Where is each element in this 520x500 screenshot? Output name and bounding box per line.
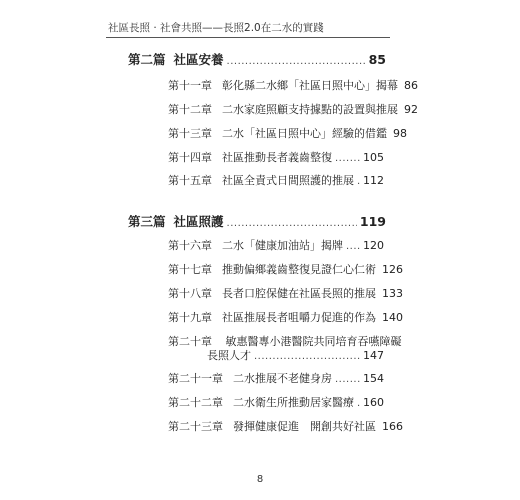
- dot-leader: [346, 241, 360, 252]
- chapter-title: 二水「社區日照中心」經驗的借鑑: [222, 127, 387, 140]
- chapter-line-2: [207, 347, 384, 363]
- dot-leader: [335, 374, 360, 385]
- toc-entry: [168, 77, 418, 93]
- chapter-page: 98: [393, 127, 407, 140]
- chapter-title: 二水推展不老健身房: [233, 372, 332, 385]
- dot-leader: [227, 218, 357, 229]
- part-page: 119: [359, 214, 386, 229]
- running-head: 社區長照 · 社會共照——長照2.0在二水的實踐: [108, 22, 324, 34]
- dot-leader: [335, 153, 360, 164]
- chapter-title: 二水家庭照顧支持據點的設置與推展: [222, 103, 398, 116]
- chapter-title: 長者口腔保健在社區長照的推展: [222, 287, 376, 300]
- chapter-title: 彰化縣二水鄉「社區日照中心」揭幕: [222, 79, 398, 92]
- part-page: 85: [368, 52, 386, 67]
- chapter-page: 140: [382, 311, 403, 324]
- chapter-number: 第十八章: [168, 287, 212, 300]
- chapter-number: 第十九章: [168, 311, 212, 324]
- part-number: 第三篇: [128, 214, 166, 229]
- chapter-title: 二水「健康加油站」揭牌: [222, 239, 343, 252]
- chapter-number: 第十三章: [168, 127, 212, 140]
- part-heading: [128, 50, 386, 68]
- chapter-title: 社區推展長者咀嚼力促進的作為: [222, 311, 376, 324]
- chapter-title: 社區全責式日間照護的推展: [222, 174, 354, 187]
- toc-entry: [168, 172, 384, 188]
- chapter-page: 160: [363, 396, 384, 409]
- chapter-number: 第二十一章: [168, 372, 223, 385]
- chapter-title-line-1: 敏惠醫專小港醫院共同培育吞嚥障礙: [225, 335, 402, 348]
- part-number: 第二篇: [128, 52, 166, 67]
- chapter-number: 第二十二章: [168, 396, 223, 409]
- chapter-page: 112: [363, 174, 384, 187]
- chapter-number: 第十一章: [168, 79, 212, 92]
- toc-entry: [168, 125, 407, 141]
- chapter-page: 133: [382, 287, 403, 300]
- chapter-number: 第二十章: [168, 335, 212, 348]
- toc-entry: [168, 261, 403, 277]
- chapter-title-line-2: 長照人才: [207, 349, 251, 362]
- toc-entry: [168, 394, 384, 410]
- chapter-number: 第十四章: [168, 151, 212, 164]
- part-heading: [128, 212, 386, 230]
- chapter-page: 154: [363, 372, 384, 385]
- toc-entry: [168, 149, 384, 165]
- dot-leader: [227, 56, 366, 67]
- part-title: 社區照護: [173, 214, 224, 229]
- chapter-number: 第二十三章: [168, 420, 223, 433]
- chapter-title: 社區推動長者義齒整復: [222, 151, 332, 164]
- part-title: 社區安養: [173, 52, 224, 67]
- chapter-title: 二水衛生所推動居家醫療: [233, 396, 354, 409]
- chapter-page: 105: [363, 151, 384, 164]
- dot-leader: [357, 398, 360, 409]
- chapter-number: 第十五章: [168, 174, 212, 187]
- chapter-title: 發揮健康促進 開創共好社區: [233, 420, 376, 433]
- chapter-page: 147: [363, 349, 384, 362]
- dot-leader: [254, 351, 360, 362]
- header-rule: [106, 37, 390, 38]
- chapter-number: 第十二章: [168, 103, 212, 116]
- chapter-number: 第十六章: [168, 239, 212, 252]
- toc-entry: [168, 237, 384, 253]
- toc-entry: [168, 285, 403, 301]
- chapter-title: 推動偏鄉義齒整復見證仁心仁術: [222, 263, 376, 276]
- chapter-page: 120: [363, 239, 384, 252]
- page-number: 8: [256, 474, 264, 485]
- toc-entry: [168, 370, 384, 386]
- chapter-page: 126: [382, 263, 403, 276]
- toc-entry: [168, 309, 403, 325]
- chapter-page: 166: [382, 420, 403, 433]
- chapter-page: 86: [404, 79, 418, 92]
- toc-entry: [168, 101, 418, 117]
- chapter-page: 92: [404, 103, 418, 116]
- dot-leader: [357, 176, 360, 187]
- toc-entry: [168, 418, 403, 434]
- chapter-number: 第十七章: [168, 263, 212, 276]
